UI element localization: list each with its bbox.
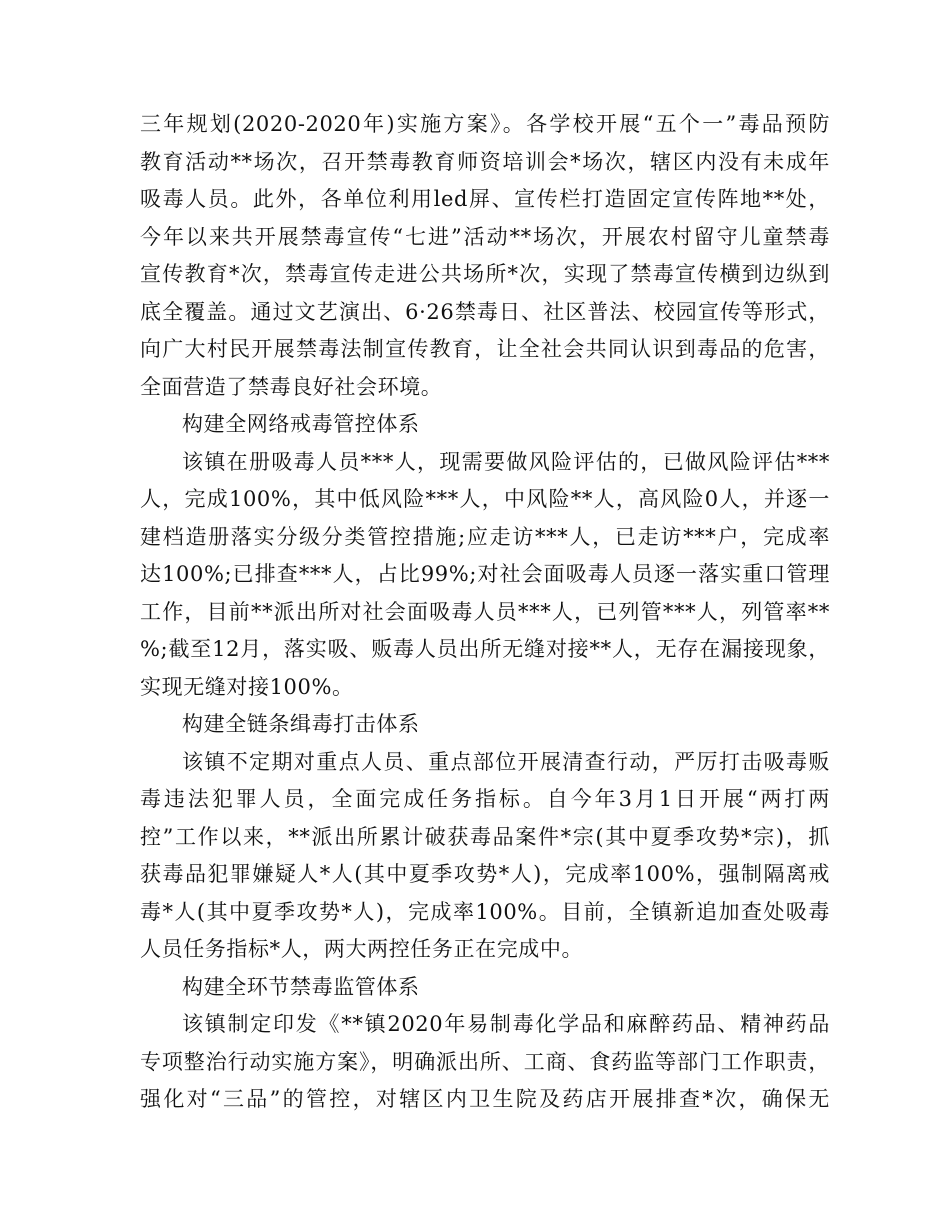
paragraph-line: 三年规划(2020-2020年)实施方案》。各学校开展“五个一”毒品预防 [140,112,830,136]
paragraph-line: %;截至12月，落实吸、贩毒人员出所无缝对接**人，无存在漏接现象， [140,637,830,661]
paragraph-line: 毒违法犯罪人员，全面完成任务指标。自今年3月1日开展“两打两 [140,787,830,811]
document-body [140,106,830,1119]
paragraph-line: 强化对“三品”的管控，对辖区内卫生院及药店开展排查*次，确保无 [140,1087,830,1111]
section-heading: 构建全网络戒毒管控体系 [182,412,420,436]
paragraph-line: 获毒品犯罪嫌疑人*人(其中夏季攻势*人)，完成率100%，强制隔离戒 [140,862,830,886]
paragraph-line: 该镇在册吸毒人员***人，现需要做风险评估的，已做风险评估*** [182,449,830,474]
paragraph-line: 向广大村民开展禁毒法制宣传教育，让全社会共同认识到毒品的危害， [140,337,830,361]
paragraph-line: 吸毒人员。此外，各单位利用led屏、宣传栏打造固定宣传阵地**处， [140,187,830,211]
paragraph-line: 人，完成100%，其中低风险***人，中风险**人，高风险0人，并逐一 [140,487,830,511]
paragraph-line: 人员任务指标*人，两大两控任务正在完成中。 [140,937,584,961]
paragraph-line: 专项整治行动实施方案》，明确派出所、工商、食药监等部门工作职责， [140,1049,830,1074]
paragraph-line: 底全覆盖。通过文艺演出、6·26禁毒日、社区普法、校园宣传等形式， [140,299,830,324]
paragraph-line: 达100%;已排查***人，占比99%;对社会面吸毒人员逐一落实重口管理 [140,562,830,586]
paragraph-line: 教育活动**场次，召开禁毒教育师资培训会*场次，辖区内没有未成年 [140,149,830,174]
paragraph-line: 全面营造了禁毒良好社会环境。 [140,374,443,399]
section-heading: 构建全环节禁毒监管体系 [182,974,420,999]
paragraph-line: 该镇不定期对重点人员、重点部位开展清查行动，严厉打击吸毒贩 [182,749,830,774]
paragraph-line: 工作，目前**派出所对社会面吸毒人员***人，已列管***人，列管率** [140,599,830,624]
paragraph-line: 建档造册落实分级分类管控措施;应走访***人，已走访***户，完成率 [140,524,830,549]
paragraph-line: 今年以来共开展禁毒宣传“七进”活动**场次，开展农村留守儿童禁毒 [140,224,830,249]
section-heading: 构建全链条缉毒打击体系 [182,712,420,736]
paragraph-line: 控”工作以来，**派出所累计破获毒品案件*宗(其中夏季攻势*宗)，抓 [140,824,830,849]
paragraph-line: 该镇制定印发《**镇2020年易制毒化学品和麻醉药品、精神药品 [182,1012,830,1036]
paragraph-line: 实现无缝对接100%。 [140,674,354,699]
paragraph-line: 宣传教育*次，禁毒宣传走进公共场所*次，实现了禁毒宣传横到边纵到 [140,262,830,286]
paragraph-line: 毒*人(其中夏季攻势*人)，完成率100%。目前，全镇新追加查处吸毒 [140,899,830,924]
